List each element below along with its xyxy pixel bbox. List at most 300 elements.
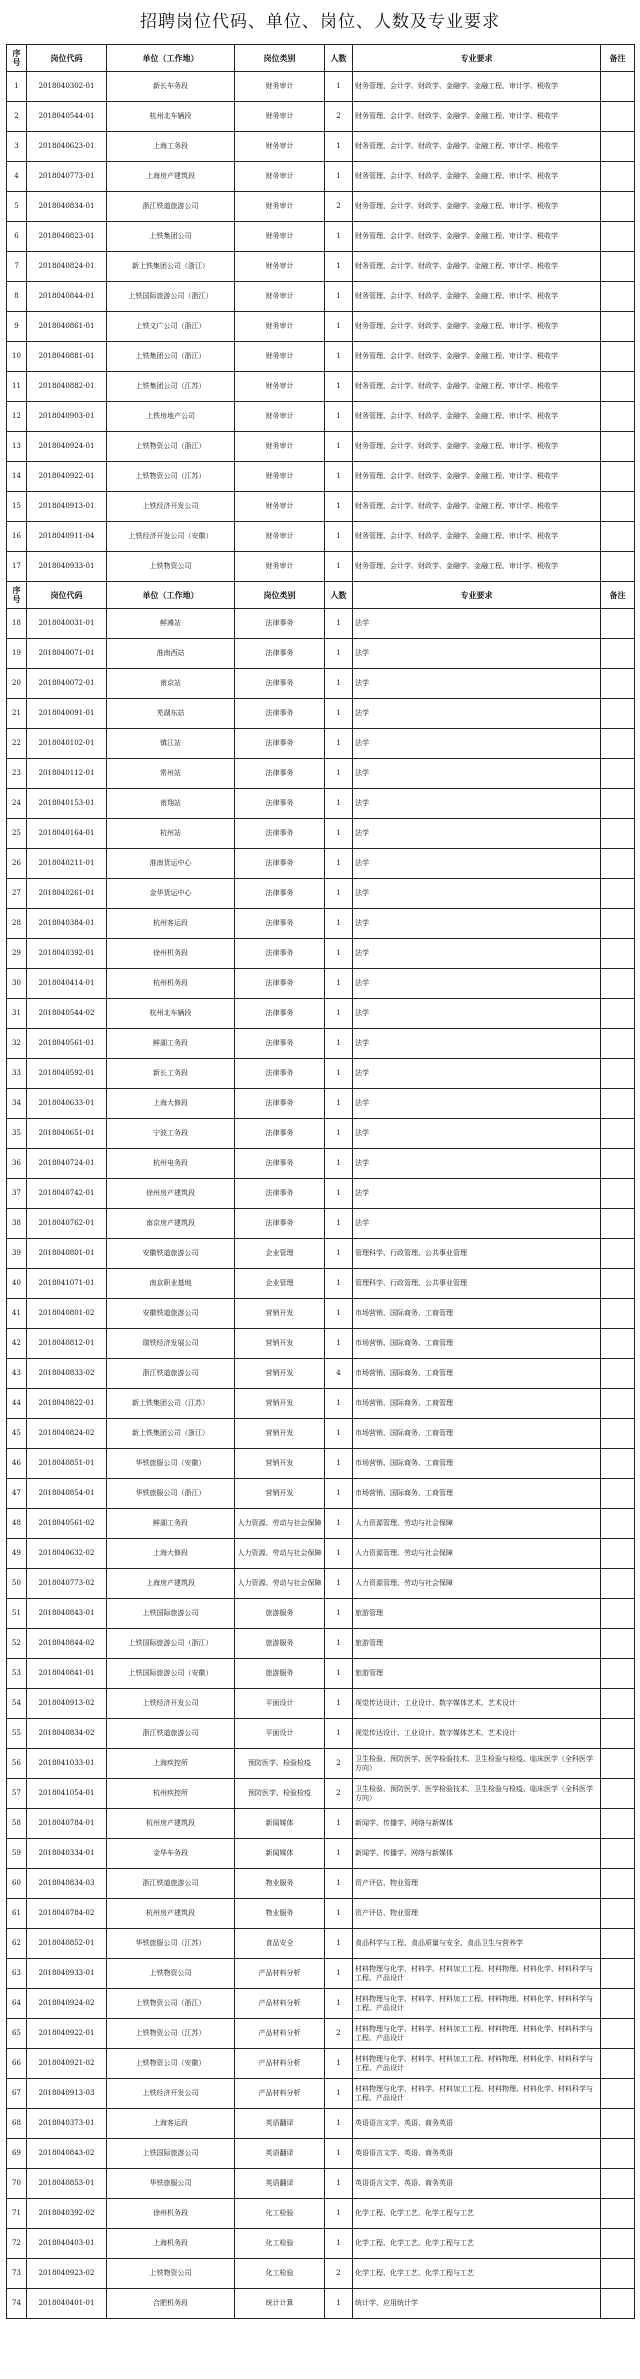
cell-no: 62 xyxy=(7,1929,27,1959)
cell-unit: 合肥机务段 xyxy=(107,2289,235,2319)
table-row xyxy=(7,1359,635,1389)
cell-major: 市场营销、国际商务、工商管理 xyxy=(353,1359,601,1389)
cell-code: 2018040392-01 xyxy=(27,939,107,969)
table-row xyxy=(7,1149,635,1179)
table-row xyxy=(7,1329,635,1359)
cell-count: 1 xyxy=(325,1509,353,1539)
cell-major: 旅游管理 xyxy=(353,1659,601,1689)
cell-no: 36 xyxy=(7,1149,27,1179)
cell-category: 化工检验 xyxy=(235,2229,325,2259)
cell-unit: 新长工务段 xyxy=(107,1059,235,1089)
cell-note xyxy=(601,1299,635,1329)
cell-category: 物业服务 xyxy=(235,1899,325,1929)
cell-unit: 杭州房产建筑段 xyxy=(107,1899,235,1929)
cell-category: 法律事务 xyxy=(235,939,325,969)
cell-code: 2018040773-02 xyxy=(27,1569,107,1599)
cell-count: 1 xyxy=(325,2199,353,2229)
cell-no: 39 xyxy=(7,1239,27,1269)
cell-major: 法学 xyxy=(353,729,601,759)
table-row xyxy=(7,1209,635,1239)
cell-unit: 上铁集团公司（浙江） xyxy=(107,342,235,372)
cell-unit: 浙江铁道旅游公司 xyxy=(107,1869,235,1899)
cell-unit: 上铁国际旅游公司 xyxy=(107,2139,235,2169)
cell-count: 1 xyxy=(325,2139,353,2169)
cell-count: 1 xyxy=(325,402,353,432)
cell-note xyxy=(601,2019,635,2049)
cell-count: 1 xyxy=(325,1569,353,1599)
cell-no: 14 xyxy=(7,462,27,492)
repeated-header-row xyxy=(7,582,635,609)
header-no: 序号 xyxy=(7,582,27,609)
cell-code: 2018040812-01 xyxy=(27,1329,107,1359)
cell-code: 2018040401-01 xyxy=(27,2289,107,2319)
cell-count: 1 xyxy=(325,2169,353,2199)
cell-count: 2 xyxy=(325,102,353,132)
cell-count: 2 xyxy=(325,1749,353,1779)
cell-major: 材料物理与化学、材料学、材料加工工程、材料物理、材料化学、材料科学与工程、产品设计 xyxy=(353,2019,601,2049)
cell-major: 财务管理、会计学、财政学、金融学、金融工程、审计学、税收学 xyxy=(353,102,601,132)
cell-major: 英语语言文学、英语、商务英语 xyxy=(353,2109,601,2139)
cell-code: 2018040112-01 xyxy=(27,759,107,789)
cell-code: 2018040841-01 xyxy=(27,1659,107,1689)
cell-count: 1 xyxy=(325,1659,353,1689)
cell-category: 人力资源、劳动与社会保障 xyxy=(235,1569,325,1599)
cell-note xyxy=(601,1599,635,1629)
cell-major: 法学 xyxy=(353,759,601,789)
cell-code: 2018040261-01 xyxy=(27,879,107,909)
table-row xyxy=(7,162,635,192)
cell-note xyxy=(601,462,635,492)
cell-unit: 上铁经济开发公司 xyxy=(107,1689,235,1719)
cell-unit: 宁波工务段 xyxy=(107,1119,235,1149)
header-code: 岗位代码 xyxy=(27,582,107,609)
cell-note xyxy=(601,102,635,132)
cell-no: 34 xyxy=(7,1089,27,1119)
cell-code: 2018040784-01 xyxy=(27,1809,107,1839)
cell-count: 1 xyxy=(325,729,353,759)
cell-code: 2018040373-01 xyxy=(27,2109,107,2139)
cell-unit: 新上铁集团公司（江苏） xyxy=(107,1389,235,1419)
cell-count: 4 xyxy=(325,1359,353,1389)
cell-code: 2018040561-01 xyxy=(27,1029,107,1059)
cell-category: 财务审计 xyxy=(235,282,325,312)
cell-count: 1 xyxy=(325,969,353,999)
cell-major: 材料物理与化学、材料学、材料加工工程、材料物理、材料化学、材料科学与工程、产品设计 xyxy=(353,2079,601,2109)
cell-no: 13 xyxy=(7,432,27,462)
cell-note xyxy=(601,342,635,372)
table-row xyxy=(7,1119,635,1149)
cell-note xyxy=(601,789,635,819)
cell-major: 法学 xyxy=(353,909,601,939)
table-row xyxy=(7,1059,635,1089)
cell-major: 法学 xyxy=(353,1059,601,1089)
cell-count: 1 xyxy=(325,282,353,312)
cell-category: 法律事务 xyxy=(235,639,325,669)
cell-code: 2018040414-01 xyxy=(27,969,107,999)
table-row xyxy=(7,2199,635,2229)
cell-major: 视觉传达设计、工业设计、数字媒体艺术、艺术设计 xyxy=(353,1689,601,1719)
cell-note xyxy=(601,1479,635,1509)
cell-major: 法学 xyxy=(353,1179,601,1209)
cell-major: 化学工程、化学工艺、化学工程与工艺 xyxy=(353,2259,601,2289)
cell-no: 56 xyxy=(7,1749,27,1779)
cell-code: 2018040852-01 xyxy=(27,1929,107,1959)
cell-unit: 上铁国际旅游公司（安徽） xyxy=(107,1659,235,1689)
cell-note xyxy=(601,402,635,432)
cell-unit: 新上铁集团公司（浙江） xyxy=(107,252,235,282)
cell-count: 1 xyxy=(325,759,353,789)
table-row xyxy=(7,999,635,1029)
cell-code: 2018040834-02 xyxy=(27,1719,107,1749)
cell-major: 市场营销、国际商务、工商管理 xyxy=(353,1299,601,1329)
cell-no: 23 xyxy=(7,759,27,789)
cell-category: 人力资源、劳动与社会保障 xyxy=(235,1539,325,1569)
cell-major: 财务管理、会计学、财政学、金融学、金融工程、审计学、税收学 xyxy=(353,192,601,222)
cell-count: 1 xyxy=(325,522,353,552)
cell-category: 财务审计 xyxy=(235,312,325,342)
cell-code: 2018040854-01 xyxy=(27,1479,107,1509)
cell-no: 60 xyxy=(7,1869,27,1899)
cell-note xyxy=(601,2289,635,2319)
cell-unit: 上铁集团公司 xyxy=(107,222,235,252)
cell-major: 财务管理、会计学、财政学、金融学、金融工程、审计学、税收学 xyxy=(353,372,601,402)
cell-category: 营销开发 xyxy=(235,1449,325,1479)
cell-category: 统计计算 xyxy=(235,2289,325,2319)
cell-major: 市场营销、国际商务、工商管理 xyxy=(353,1389,601,1419)
table-row xyxy=(7,552,635,582)
cell-note xyxy=(601,1809,635,1839)
table-row xyxy=(7,1899,635,1929)
cell-note xyxy=(601,1929,635,1959)
cell-code: 2018040623-01 xyxy=(27,132,107,162)
cell-no: 3 xyxy=(7,132,27,162)
cell-code: 2018040384-01 xyxy=(27,909,107,939)
cell-unit: 上铁房地产公司 xyxy=(107,402,235,432)
cell-code: 2018040651-01 xyxy=(27,1119,107,1149)
cell-note xyxy=(601,1869,635,1899)
cell-category: 财务审计 xyxy=(235,432,325,462)
cell-major: 法学 xyxy=(353,639,601,669)
cell-no: 40 xyxy=(7,1269,27,1299)
cell-code: 2018040913-03 xyxy=(27,2079,107,2109)
cell-category: 法律事务 xyxy=(235,1089,325,1119)
table-row xyxy=(7,2109,635,2139)
cell-code: 2018040742-01 xyxy=(27,1179,107,1209)
cell-count: 1 xyxy=(325,1149,353,1179)
cell-code: 2018040302-01 xyxy=(27,72,107,102)
cell-note xyxy=(601,1779,635,1809)
cell-unit: 上铁国际旅游公司（浙江） xyxy=(107,282,235,312)
cell-category: 英语翻译 xyxy=(235,2169,325,2199)
cell-note xyxy=(601,2079,635,2109)
cell-no: 50 xyxy=(7,1569,27,1599)
cell-category: 法律事务 xyxy=(235,1059,325,1089)
cell-note xyxy=(601,192,635,222)
cell-no: 30 xyxy=(7,969,27,999)
cell-major: 法学 xyxy=(353,1209,601,1239)
cell-major: 财务管理、会计学、财政学、金融学、金融工程、审计学、税收学 xyxy=(353,222,601,252)
cell-code: 2018040882-01 xyxy=(27,372,107,402)
cell-count: 1 xyxy=(325,1809,353,1839)
cell-major: 旅游管理 xyxy=(353,1599,601,1629)
table-row xyxy=(7,819,635,849)
cell-note xyxy=(601,1989,635,2019)
cell-category: 物业服务 xyxy=(235,1869,325,1899)
cell-note xyxy=(601,819,635,849)
cell-code: 2018040903-01 xyxy=(27,402,107,432)
header-code: 岗位代码 xyxy=(27,45,107,72)
cell-note xyxy=(601,1149,635,1179)
cell-code: 2018040833-02 xyxy=(27,1359,107,1389)
cell-major: 法学 xyxy=(353,999,601,1029)
cell-no: 49 xyxy=(7,1539,27,1569)
cell-note xyxy=(601,2229,635,2259)
cell-count: 1 xyxy=(325,462,353,492)
cell-count: 2 xyxy=(325,1779,353,1809)
table-header xyxy=(7,45,635,72)
cell-note xyxy=(601,432,635,462)
cell-count: 2 xyxy=(325,192,353,222)
table-body xyxy=(7,72,635,2319)
cell-no: 59 xyxy=(7,1839,27,1869)
cell-code: 2018040843-02 xyxy=(27,2139,107,2169)
cell-unit: 上铁国际旅游公司（浙江） xyxy=(107,1629,235,1659)
table-row xyxy=(7,1929,635,1959)
cell-note xyxy=(601,492,635,522)
cell-category: 英语翻译 xyxy=(235,2139,325,2169)
cell-unit: 南京房产建筑段 xyxy=(107,1209,235,1239)
table-row xyxy=(7,282,635,312)
table-row xyxy=(7,1749,635,1779)
cell-note xyxy=(601,1659,635,1689)
cell-code: 2018040924-01 xyxy=(27,432,107,462)
cell-note xyxy=(601,879,635,909)
cell-code: 2018040933-01 xyxy=(27,552,107,582)
table-row xyxy=(7,1959,635,1989)
cell-note xyxy=(601,1839,635,1869)
cell-note xyxy=(601,1719,635,1749)
cell-code: 2018040843-01 xyxy=(27,1599,107,1629)
cell-no: 20 xyxy=(7,669,27,699)
cell-category: 法律事务 xyxy=(235,789,325,819)
cell-major: 财务管理、会计学、财政学、金融学、金融工程、审计学、税收学 xyxy=(353,342,601,372)
cell-note xyxy=(601,1959,635,1989)
cell-no: 16 xyxy=(7,522,27,552)
cell-unit: 杭州北车辆段 xyxy=(107,999,235,1029)
cell-category: 预防医学、检验检疫 xyxy=(235,1749,325,1779)
cell-unit: 徐州房产建筑段 xyxy=(107,1179,235,1209)
page-title: 招聘岗位代码、单位、岗位、人数及专业要求 xyxy=(140,12,500,32)
cell-category: 财务审计 xyxy=(235,72,325,102)
cell-count: 1 xyxy=(325,1479,353,1509)
cell-category: 法律事务 xyxy=(235,879,325,909)
cell-category: 财务审计 xyxy=(235,462,325,492)
cell-unit: 南京站 xyxy=(107,669,235,699)
cell-no: 57 xyxy=(7,1779,27,1809)
cell-major: 法学 xyxy=(353,939,601,969)
cell-unit: 浙江铁道旅游公司 xyxy=(107,1359,235,1389)
cell-note xyxy=(601,312,635,342)
cell-no: 19 xyxy=(7,639,27,669)
table-row xyxy=(7,1419,635,1449)
cell-unit: 上铁物资公司（浙江） xyxy=(107,432,235,462)
cell-note xyxy=(601,522,635,552)
cell-no: 12 xyxy=(7,402,27,432)
header-row xyxy=(7,45,635,72)
cell-major: 人力资源管理、劳动与社会保障 xyxy=(353,1539,601,1569)
cell-count: 1 xyxy=(325,1179,353,1209)
cell-no: 47 xyxy=(7,1479,27,1509)
cell-unit: 华铁旅服公司（江苏） xyxy=(107,1929,235,1959)
cell-note xyxy=(601,699,635,729)
cell-note xyxy=(601,132,635,162)
cell-note xyxy=(601,2199,635,2229)
table-row xyxy=(7,1509,635,1539)
header-major: 专业要求 xyxy=(353,582,601,609)
cell-no: 1 xyxy=(7,72,27,102)
cell-no: 41 xyxy=(7,1299,27,1329)
cell-major: 财务管理、会计学、财政学、金融学、金融工程、审计学、税收学 xyxy=(353,312,601,342)
cell-count: 1 xyxy=(325,1629,353,1659)
cell-unit: 浙江铁道旅游公司 xyxy=(107,1719,235,1749)
table-row xyxy=(7,1479,635,1509)
cell-major: 统计学、应用统计学 xyxy=(353,2289,601,2319)
cell-no: 8 xyxy=(7,282,27,312)
cell-no: 74 xyxy=(7,2289,27,2319)
cell-category: 企业管理 xyxy=(235,1269,325,1299)
cell-note xyxy=(601,609,635,639)
cell-count: 1 xyxy=(325,1989,353,2019)
cell-code: 2018040071-01 xyxy=(27,639,107,669)
table-row xyxy=(7,1029,635,1059)
cell-code: 2018040922-01 xyxy=(27,462,107,492)
cell-category: 营销开发 xyxy=(235,1299,325,1329)
table-row xyxy=(7,849,635,879)
table-row xyxy=(7,372,635,402)
cell-count: 1 xyxy=(325,222,353,252)
cell-note xyxy=(601,1899,635,1929)
cell-major: 卫生检验、预防医学、医学检验技术、卫生检验与检疫、临床医学（全科医学方向） xyxy=(353,1749,601,1779)
cell-code: 2018040544-01 xyxy=(27,102,107,132)
table-row xyxy=(7,1239,635,1269)
cell-major: 法学 xyxy=(353,699,601,729)
table-row xyxy=(7,1539,635,1569)
table-row xyxy=(7,432,635,462)
cell-code: 2018040801-01 xyxy=(27,1239,107,1269)
cell-major: 食品科学与工程、食品质量与安全、食品卫生与营养学 xyxy=(353,1929,601,1959)
cell-count: 1 xyxy=(325,342,353,372)
cell-note xyxy=(601,1119,635,1149)
cell-no: 61 xyxy=(7,1899,27,1929)
header-note: 备注 xyxy=(601,582,635,609)
cell-count: 1 xyxy=(325,162,353,192)
header-major: 专业要求 xyxy=(353,45,601,72)
cell-category: 新闻媒体 xyxy=(235,1809,325,1839)
cell-major: 英语语言文学、英语、商务英语 xyxy=(353,2169,601,2199)
cell-code: 2018041033-01 xyxy=(27,1749,107,1779)
cell-no: 53 xyxy=(7,1659,27,1689)
cell-major: 财务管理、会计学、财政学、金融学、金融工程、审计学、税收学 xyxy=(353,402,601,432)
cell-major: 法学 xyxy=(353,1119,601,1149)
cell-note xyxy=(601,1389,635,1419)
cell-no: 28 xyxy=(7,909,27,939)
cell-category: 平面设计 xyxy=(235,1689,325,1719)
cell-no: 70 xyxy=(7,2169,27,2199)
cell-no: 54 xyxy=(7,1689,27,1719)
cell-unit: 上铁物资公司（浙江） xyxy=(107,1989,235,2019)
cell-unit: 上海疾控所 xyxy=(107,1749,235,1779)
cell-major: 法学 xyxy=(353,789,601,819)
cell-major: 财务管理、会计学、财政学、金融学、金融工程、审计学、税收学 xyxy=(353,72,601,102)
cell-count: 1 xyxy=(325,1209,353,1239)
cell-unit: 上铁国际旅游公司 xyxy=(107,1599,235,1629)
cell-no: 52 xyxy=(7,1629,27,1659)
cell-unit: 上铁物资公司 xyxy=(107,2259,235,2289)
cell-no: 64 xyxy=(7,1989,27,2019)
cell-code: 2018040834-03 xyxy=(27,1869,107,1899)
cell-count: 1 xyxy=(325,432,353,462)
cell-category: 法律事务 xyxy=(235,909,325,939)
table-row xyxy=(7,1299,635,1329)
cell-note xyxy=(601,969,635,999)
cell-unit: 金华货运中心 xyxy=(107,879,235,909)
cell-code: 2018040031-01 xyxy=(27,609,107,639)
cell-count: 1 xyxy=(325,252,353,282)
cell-category: 法律事务 xyxy=(235,669,325,699)
cell-major: 财务管理、会计学、财政学、金融学、金融工程、审计学、税收学 xyxy=(353,492,601,522)
cell-count: 1 xyxy=(325,372,353,402)
cell-unit: 上铁物资公司（江苏） xyxy=(107,462,235,492)
table-row xyxy=(7,1869,635,1899)
table-row xyxy=(7,1179,635,1209)
header-unit: 单位（工作地） xyxy=(107,582,235,609)
cell-count: 1 xyxy=(325,849,353,879)
cell-code: 2018040801-02 xyxy=(27,1299,107,1329)
cell-code: 2018040091-01 xyxy=(27,699,107,729)
cell-major: 财务管理、会计学、财政学、金融学、金融工程、审计学、税收学 xyxy=(353,552,601,582)
cell-major: 新闻学、传播学、网络与新媒体 xyxy=(353,1809,601,1839)
cell-count: 1 xyxy=(325,2079,353,2109)
cell-note xyxy=(601,282,635,312)
cell-unit: 浙江铁道旅游公司 xyxy=(107,192,235,222)
cell-category: 法律事务 xyxy=(235,849,325,879)
header-unit: 单位（工作地） xyxy=(107,45,235,72)
cell-major: 法学 xyxy=(353,879,601,909)
cell-no: 46 xyxy=(7,1449,27,1479)
cell-no: 5 xyxy=(7,192,27,222)
cell-category: 营销开发 xyxy=(235,1389,325,1419)
cell-count: 1 xyxy=(325,1839,353,1869)
cell-count: 2 xyxy=(325,2259,353,2289)
cell-code: 2018040762-01 xyxy=(27,1209,107,1239)
table-row xyxy=(7,72,635,102)
cell-unit: 镇江站 xyxy=(107,729,235,759)
cell-count: 1 xyxy=(325,1929,353,1959)
cell-code: 2018040853-01 xyxy=(27,2169,107,2199)
cell-no: 38 xyxy=(7,1209,27,1239)
cell-note xyxy=(601,729,635,759)
cell-code: 2018040824-02 xyxy=(27,1419,107,1449)
cell-no: 44 xyxy=(7,1389,27,1419)
cell-count: 1 xyxy=(325,669,353,699)
table-row xyxy=(7,462,635,492)
cell-category: 平面设计 xyxy=(235,1719,325,1749)
cell-category: 财务审计 xyxy=(235,132,325,162)
cell-unit: 杭州客运段 xyxy=(107,909,235,939)
cell-count: 1 xyxy=(325,1719,353,1749)
cell-code: 2018040164-01 xyxy=(27,819,107,849)
cell-unit: 上海房产建筑段 xyxy=(107,162,235,192)
